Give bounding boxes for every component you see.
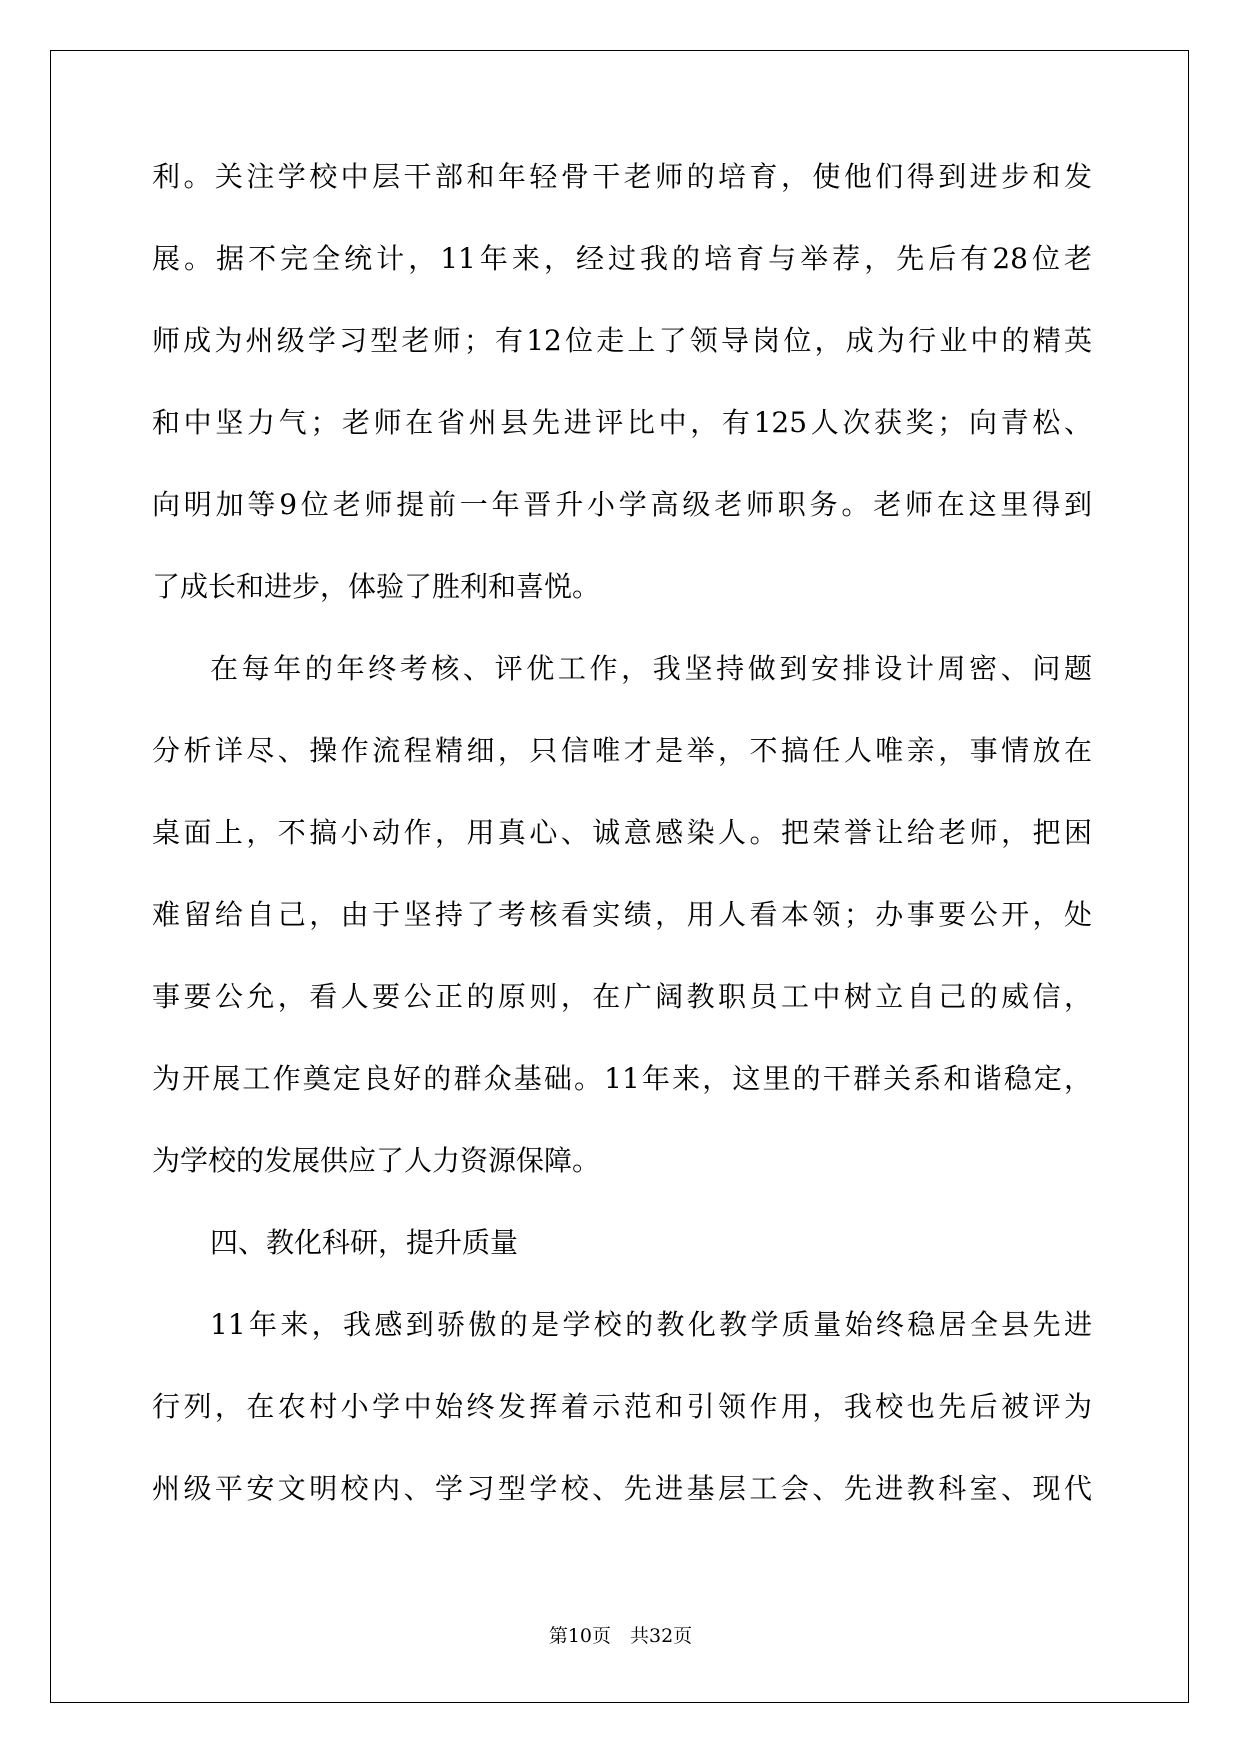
text-line: 了成长和进步，体验了胜利和喜悦。 [152, 570, 601, 603]
section-heading: 四、教化科研，提升质量 [210, 1226, 519, 1259]
text-line: 难留给自己，由于坚持了考核看实绩，用人看本领；办事要公开，处 [152, 898, 1092, 931]
text-line: 和中坚力气；老师在省州县先进评比中，有125人次获奖；向青松、 [152, 406, 1092, 439]
text-line: 向明加等9位老师提前一年晋升小学高级老师职务。老师在这里得到 [152, 488, 1092, 521]
text-line: 利。关注学校中层干部和年轻骨干老师的培育，使他们得到进步和发 [152, 160, 1092, 193]
text-line: 事要公允，看人要公正的原则，在广阔教职员工中树立自己的威信， [152, 980, 1092, 1013]
text-line: 师成为州级学习型老师；有12位走上了领导岗位，成为行业中的精英 [152, 324, 1092, 357]
text-line: 为学校的发展供应了人力资源保障。 [152, 1144, 601, 1177]
text-line: 为开展工作奠定良好的群众基础。11年来，这里的干群关系和谐稳定， [152, 1062, 1092, 1095]
text-line: 桌面上，不搞小动作，用真心、诚意感染人。把荣誉让给老师，把困 [152, 816, 1092, 849]
text-line: 州级平安文明校内、学习型学校、先进基层工会、先进教科室、现代 [152, 1472, 1092, 1505]
text-line: 11年来，我感到骄傲的是学校的教化教学质量始终稳居全县先进 [210, 1308, 1092, 1341]
document-body [152, 160, 1092, 1557]
text-line: 在每年的年终考核、评优工作，我坚持做到安排设计周密、问题 [210, 652, 1092, 685]
text-line: 行列，在农村小学中始终发挥着示范和引领作用，我校也先后被评为 [152, 1390, 1092, 1423]
text-line: 展。据不完全统计，11年来，经过我的培育与举荐，先后有28位老 [152, 242, 1092, 275]
text-line: 分析详尽、操作流程精细，只信唯才是举，不搞任人唯亲，事情放在 [152, 734, 1092, 767]
page-number: 第10页 共32页 [548, 1625, 693, 1647]
